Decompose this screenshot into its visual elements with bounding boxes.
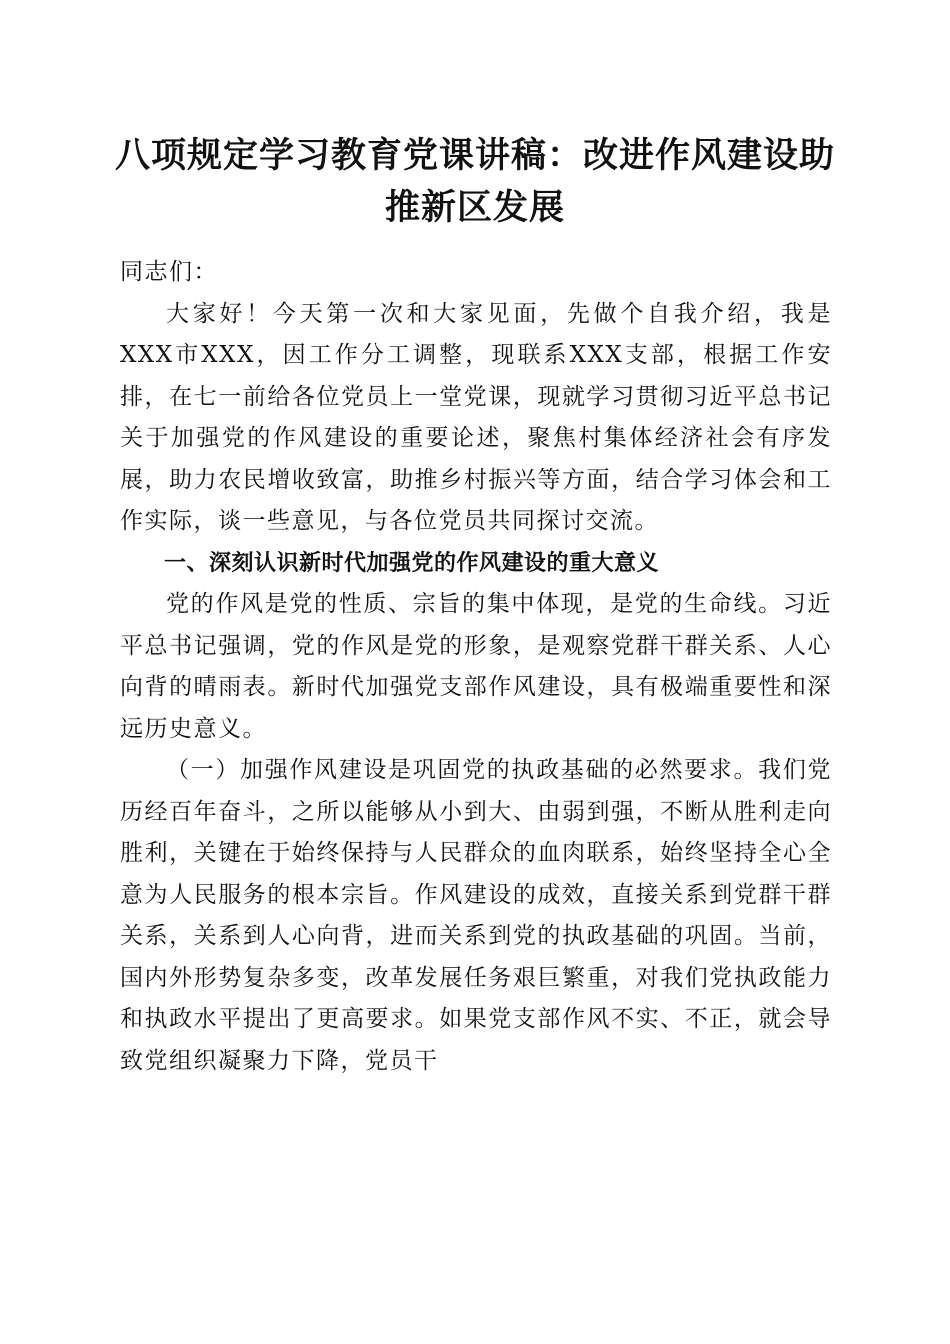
salutation: 同志们： <box>120 259 218 285</box>
intro-paragraph: 大家好！今天第一次和大家见面，先做个自我介绍，我是XXX市XXX，因工作分工调整，现联系XXX支部，根据工作安排，在七一前给各位党员上一堂党课，现就学习贯彻习近平总书记关于加强党的作风建设的重要论述，聚焦村集体经济社会有序发展，助力农民增收致富，助推乡村振兴等方面，结合学习体会和工作实际，谈一些意见，与各位党员共同探讨交流。 <box>120 300 832 534</box>
title-line-2: 推新区发展 <box>384 187 565 228</box>
subsection-1-paragraph <box>120 750 832 1082</box>
title-line-1: 八项规定学习教育党课讲稿：改进作风建设助 <box>114 135 835 176</box>
document-body <box>120 252 832 1082</box>
document-title <box>100 130 850 234</box>
subsection-1-text: 我们党历经百年奋斗，之所以能够从小到大、由弱到强，不断从胜利走向胜利，关键在于始终保持与人民群众的血肉联系，始终坚持全心全意为人民服务的根本宗旨。作风建设的成效，直接关系到党群干群关系，关系到人心向背，进而关系到党的执政基础的巩固。当前，国内外形势复杂多变，改革发展任务艰巨繁重，对我们党执政能力和执政水平提出了更高要求。如果党支部作风不实、不正，就会导致党组织凝聚力下降，党员干 <box>120 757 833 1074</box>
section-1-paragraph: 党的作风是党的性质、宗旨的集中体现，是党的生命线。习近平总书记强调，党的作风是党的形象，是观察党群干群关系、人心向背的晴雨表。新时代加强党支部作风建设，具有极端重要性和深远历史意义。 <box>120 591 832 742</box>
section-heading-1: 一、深刻认识新时代加强党的作风建设的重大意义 <box>164 550 660 576</box>
subsection-heading-1: （一）加强作风建设是巩固党的执政基础的必然要求。 <box>166 757 759 783</box>
